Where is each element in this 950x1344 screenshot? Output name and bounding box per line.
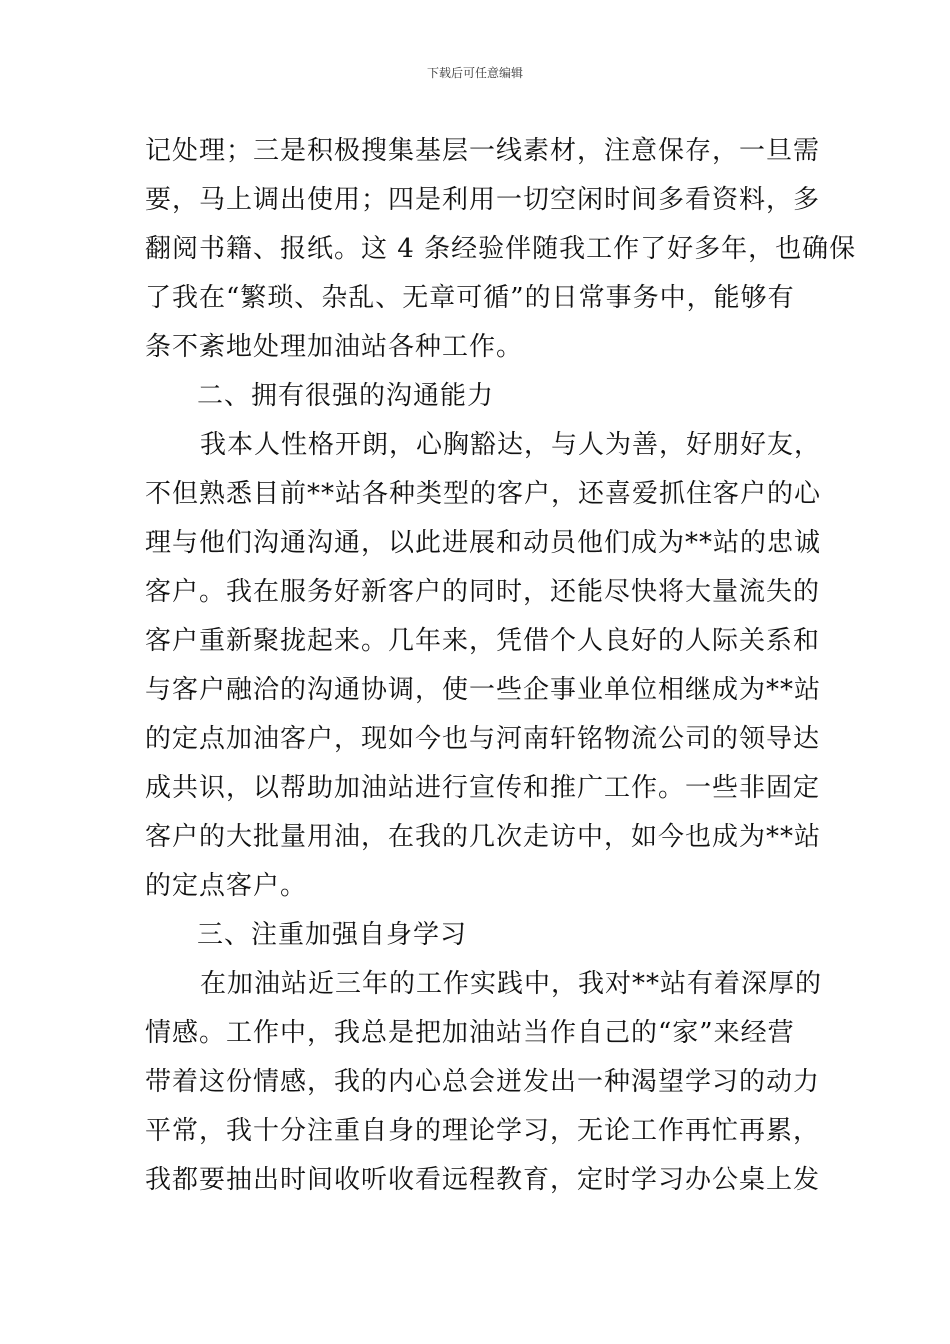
section-heading: 三、注重加强自身学习 xyxy=(197,920,468,950)
text-line: 理与他们沟通沟通，以此进展和动员他们成为**站的忠诚 xyxy=(145,528,822,558)
text-line: 了我在“繁琐、杂乱、无章可循”的日常事务中，能够有 xyxy=(145,283,795,313)
document-body xyxy=(145,127,857,1205)
text-line: 客户。我在服务好新客户的同时，还能尽快将大量流失的 xyxy=(145,577,821,607)
text-line: 情感。工作中，我总是把加油站当作自己的“家”来经营 xyxy=(145,1018,795,1048)
text-line: 要，马上调出使用；四是利用一切空闲时间多看资料，多 xyxy=(145,185,821,215)
text-line: 我都要抽出时间收听收看远程教育，定时学习办公桌上发 xyxy=(145,1165,821,1195)
page-header-note: 下载后可任意编辑 xyxy=(426,66,523,80)
text-line: 的定点客户。 xyxy=(145,871,308,901)
text-line: 翻阅书籍、报纸。这 4 条经验伴随我工作了好多年，也确保 xyxy=(145,234,857,264)
text-line: 记处理；三是积极搜集基层一线素材，注意保存，一旦需 xyxy=(145,136,821,166)
section-heading: 二、拥有很强的沟通能力 xyxy=(197,381,495,411)
text-line: 不但熟悉目前**站各种类型的客户，还喜爱抓住客户的心 xyxy=(145,479,822,509)
text-line: 的定点加油客户，现如今也与河南轩铭物流公司的领导达 xyxy=(145,724,821,754)
text-line: 与客户融洽的沟通协调，使一些企事业单位相继成为**站 xyxy=(145,675,822,705)
text-line: 客户重新聚拢起来。几年来，凭借个人良好的人际关系和 xyxy=(145,626,821,656)
text-line: 带着这份情感，我的内心总会迸发出一种渴望学习的动力 xyxy=(145,1067,821,1097)
text-line: 平常，我十分注重自身的理论学习，无论工作再忙再累， xyxy=(145,1116,821,1146)
text-line: 我本人性格开朗，心胸豁达，与人为善，好朋好友， xyxy=(200,430,822,460)
text-line: 在加油站近三年的工作实践中，我对**站有着深厚的 xyxy=(200,969,823,999)
text-line: 成共识，以帮助加油站进行宣传和推广工作。一些非固定 xyxy=(145,773,821,803)
text-line: 客户的大批量用油，在我的几次走访中，如今也成为**站 xyxy=(145,822,822,852)
text-line: 条不紊地处理加油站各种工作。 xyxy=(145,332,524,362)
